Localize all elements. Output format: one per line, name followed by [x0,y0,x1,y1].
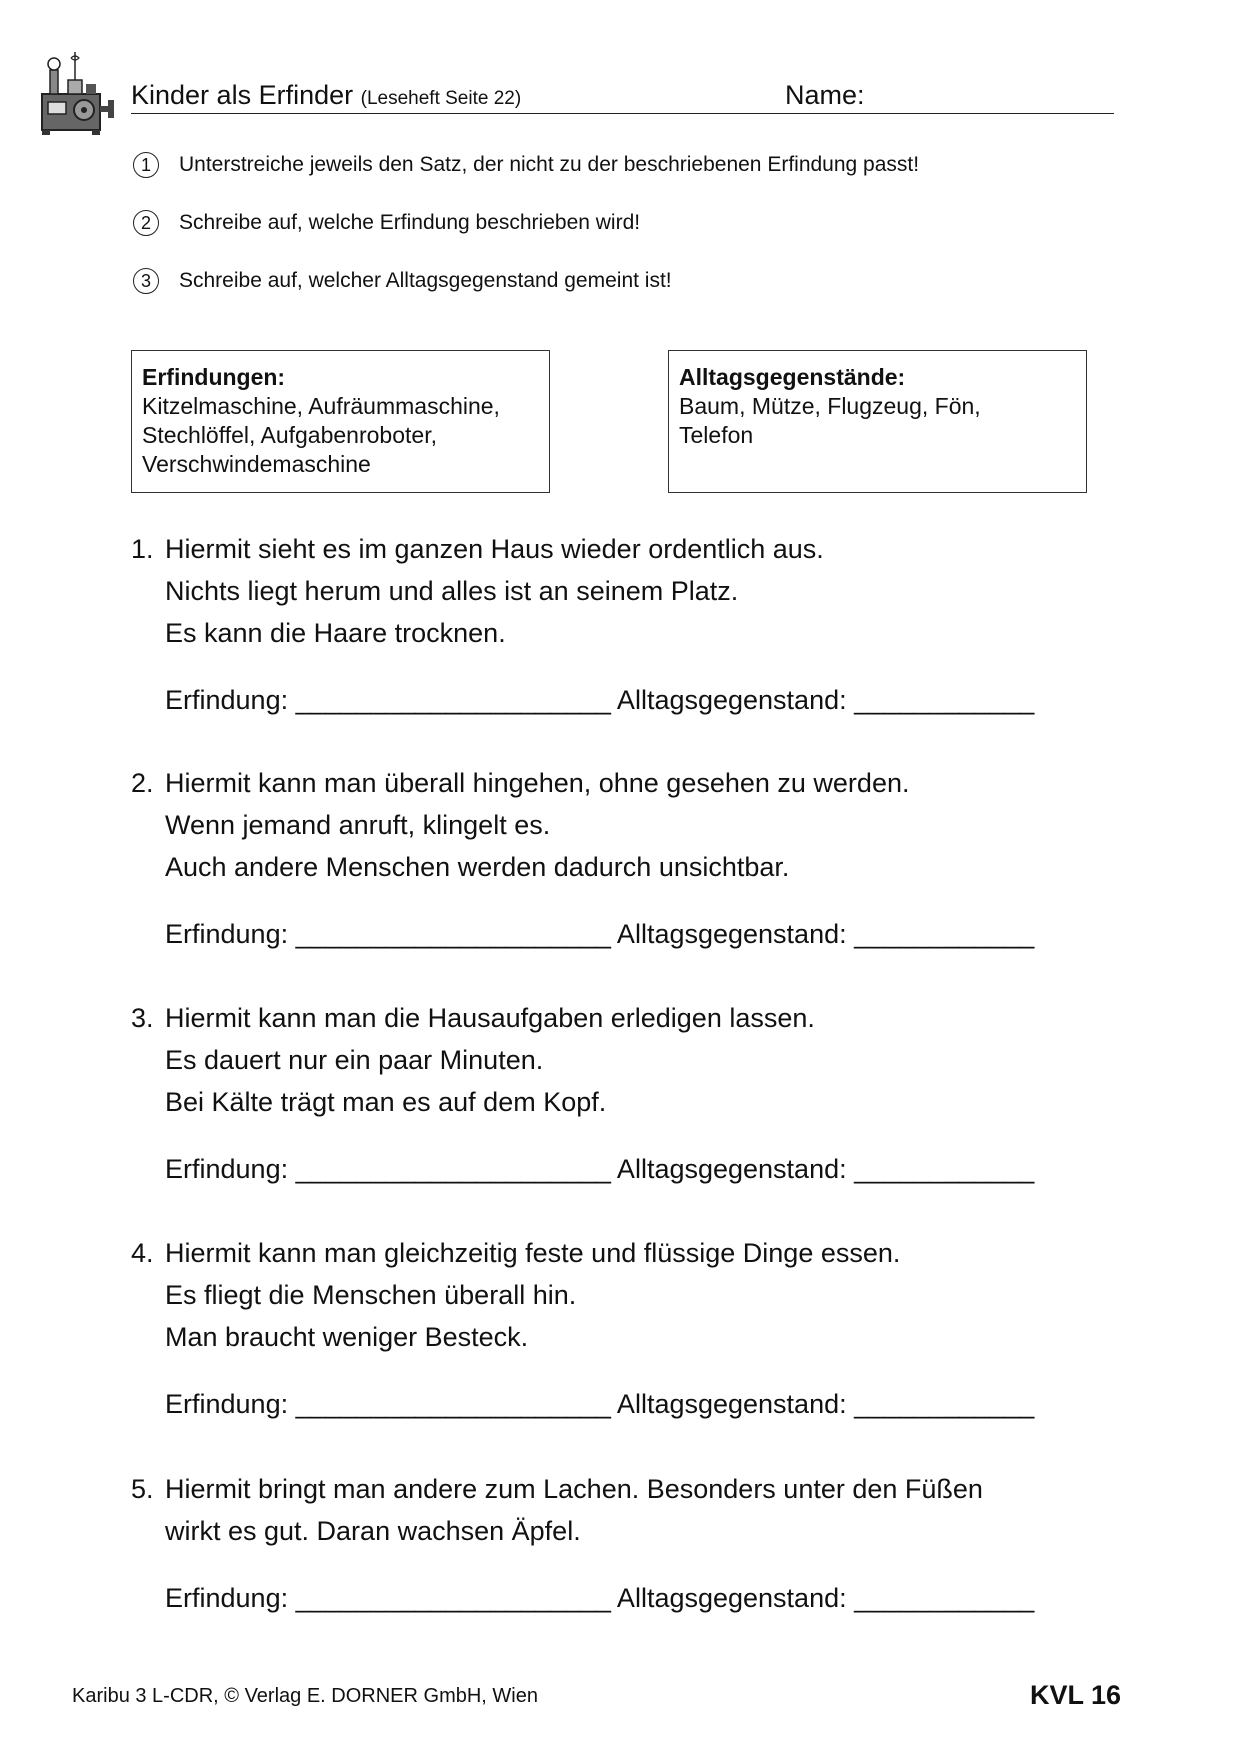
inventions-line: Kitzelmaschine, Aufräummaschine, [142,393,500,419]
task-sentence: Hiermit bringt man andere zum Lachen. Besonders unter den Füßen [165,1474,983,1504]
instruction-text: Schreibe auf, welcher Alltagsgegenstand gemeint ist! [179,269,672,292]
answer-line[interactable]: Erfindung: _____________________ Alltagsgegenstand: ____________ [165,1154,1035,1184]
task-sentence: Es dauert nur ein paar Minuten. [165,1045,544,1075]
page-title [131,80,521,111]
task-sentence: Hiermit sieht es im ganzen Haus wieder ordentlich aus. [165,534,824,564]
task-1 [131,528,1121,721]
task-sentence: Bei Kälte trägt man es auf dem Kopf. [165,1087,607,1117]
task-sentence: Es fliegt die Menschen überall hin. [165,1280,577,1310]
task-4 [131,1232,1121,1425]
inventions-heading: Erfindungen: [142,364,286,390]
answer-line[interactable]: Erfindung: _____________________ Alltagsgegenstand: ____________ [165,685,1035,715]
instruction-3 [133,268,672,294]
footer-code: KVL 16 [1030,1680,1122,1710]
instruction-number: 3 [133,268,159,294]
task-2 [131,762,1121,955]
task-number: 1. [131,534,154,564]
task-sentence: Hiermit kann man überall hingehen, ohne gesehen zu werden. [165,768,910,798]
header-underline [131,113,1114,114]
name-label: Name: [785,80,865,110]
instruction-1 [133,152,919,178]
task-sentence: Es kann die Haare trocknen. [165,618,506,648]
instruction-text: Schreibe auf, welche Erfindung beschrieben wird! [179,211,641,234]
task-5 [131,1468,1121,1619]
task-sentence: Wenn jemand anruft, klingelt es. [165,810,551,840]
inventions-line: Verschwindemaschine [142,451,371,477]
title-text: Kinder als Erfinder [131,80,354,110]
task-sentence: Nichts liegt herum und alles ist an seinem Platz. [165,576,739,606]
answer-line[interactable]: Erfindung: _____________________ Alltagsgegenstand: ____________ [165,919,1035,949]
task-number: 2. [131,768,154,798]
answer-line[interactable]: Erfindung: _____________________ Alltagsgegenstand: ____________ [165,1389,1035,1419]
task-sentence: Auch andere Menschen werden dadurch unsichtbar. [165,852,790,882]
objects-heading: Alltagsgegenstände: [679,364,906,390]
inventions-box [131,350,550,493]
objects-line: Telefon [679,422,754,448]
task-number: 3. [131,1003,154,1033]
instruction-2 [133,210,640,236]
task-3 [131,997,1121,1190]
answer-line[interactable]: Erfindung: _____________________ Alltagsgegenstand: ____________ [165,1583,1035,1613]
task-number: 4. [131,1238,154,1268]
inventions-line: Stechlöffel, Aufgabenroboter, [142,422,437,448]
objects-line: Baum, Mütze, Flugzeug, Fön, [679,393,981,419]
objects-box [668,350,1087,493]
instruction-text: Unterstreiche jeweils den Satz, der nicht zu der beschriebenen Erfindung passt! [179,153,920,176]
title-subtitle: (Leseheft Seite 22) [360,88,522,109]
task-sentence: Man braucht weniger Besteck. [165,1322,529,1352]
task-sentence: Hiermit kann man gleichzeitig feste und flüssige Dinge essen. [165,1238,901,1268]
task-number: 5. [131,1474,154,1504]
instruction-number: 2 [133,210,159,236]
task-sentence: wirkt es gut. Daran wachsen Äpfel. [165,1516,581,1546]
footer-copyright: Karibu 3 L-CDR, © Verlag E. DORNER GmbH, Wien [72,1685,538,1707]
task-sentence: Hiermit kann man die Hausaufgaben erledigen lassen. [165,1003,815,1033]
instruction-number: 1 [133,152,159,178]
inventor-machine-icon [38,48,120,136]
